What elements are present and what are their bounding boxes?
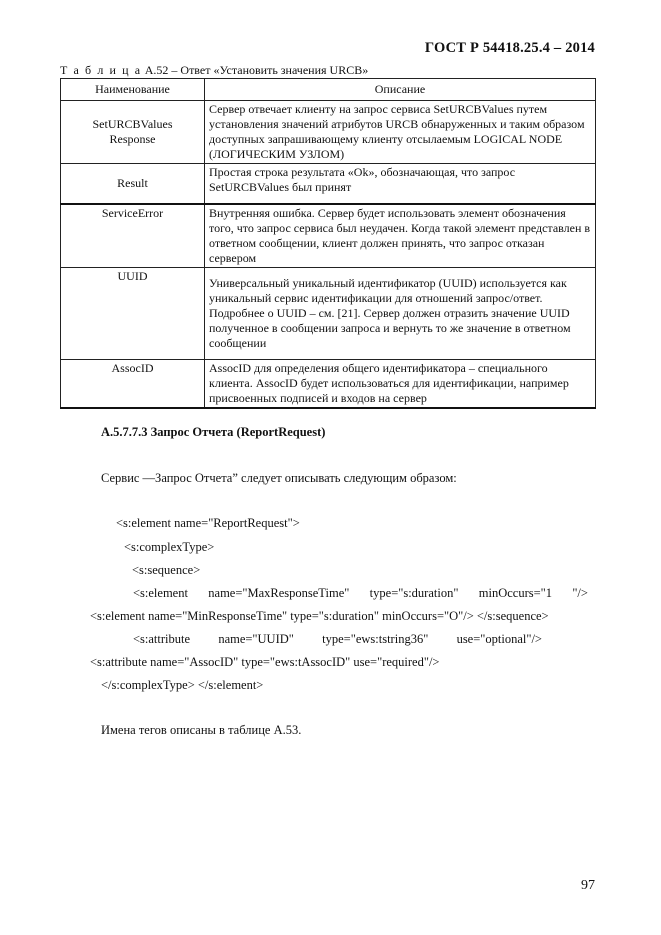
row-name: Result <box>61 164 205 204</box>
code-line-4 <box>133 586 588 601</box>
code-token: use="optional"/> <box>456 632 542 646</box>
table-caption <box>60 63 368 78</box>
table-header-row <box>61 79 596 101</box>
outro-paragraph: Имена тегов описаны в таблице А.53. <box>101 723 302 737</box>
row-name: UUID <box>61 267 205 359</box>
table-row <box>61 164 596 204</box>
column-header-name: Наименование <box>61 79 205 101</box>
row-name: ServiceError <box>61 204 205 268</box>
code-token: type="ews:tstring36" <box>322 632 429 646</box>
code-token: name="UUID" <box>218 632 294 646</box>
column-header-description: Описание <box>205 79 596 101</box>
row-description: Внутренняя ошибка. Сервер будет использовать элемент обозначения того, что запрос сервиса был неудачен. Когда такой элемент представлен в ответном сообщении, клиент должен принять, что запрос отказан сервером <box>205 204 596 268</box>
code-line-3: <s:sequence> <box>132 563 201 577</box>
row-description: AssocID для определения общего идентификатора – специального клиента. AssocID будет использоваться для идентификации, например присвоенных подписей и входов на сервер <box>205 359 596 408</box>
row-name: AssocID <box>61 359 205 408</box>
code-token: type="s:duration" <box>369 586 459 600</box>
table-caption-prefix: Т а б л и ц а <box>60 63 142 77</box>
code-token: "/> <box>572 586 588 600</box>
response-table <box>60 78 596 409</box>
section-heading: А.5.7.7.3 Запрос Отчета (ReportRequest) <box>101 425 326 439</box>
code-line-2: <s:complexType> <box>124 540 215 554</box>
code-token: <s:attribute <box>133 632 191 646</box>
table-row <box>61 101 596 164</box>
row-name <box>61 101 205 164</box>
row-description: Универсальный уникальный идентификатор (UUID) используется как уникальный сервис идентификации для отношений запрос/ответ. Подробнее о UUID – см. [21]. Сервер должен отразить значение UUID полученное в сообщении запроса и вернуть то же значение в ответном сообщении <box>205 267 596 359</box>
table-caption-text: А.52 – Ответ «Установить значения URCB» <box>141 63 369 77</box>
code-token: <s:element <box>133 586 188 600</box>
code-line-6 <box>133 632 542 647</box>
code-line-7: <s:attribute name="AssocID" type="ews:tAssocID" use="required"/> <box>90 655 440 669</box>
code-token: name="MaxResponseTime" <box>208 586 350 600</box>
row-description: Сервер отвечает клиенту на запрос сервиса SetURCBValues путем установления значений атрибутов URCB обнаруженных и таким образом доступных запрашивающему клиенту отсылаемым LOGICAL NODE (ЛОГИЧЕСКИМ УЗЛОМ) <box>205 101 596 164</box>
code-token: minOccurs="1 <box>478 586 553 600</box>
page-number: 97 <box>581 878 595 893</box>
row-description: Простая строка результата «Ok», обозначающая, что запрос SetURCBValues был принят <box>205 164 596 204</box>
code-line-1: <s:element name="ReportRequest"> <box>116 516 300 530</box>
code-line-8: </s:complexType> </s:element> <box>101 678 264 692</box>
table-row <box>61 204 596 268</box>
table-row <box>61 359 596 408</box>
document-header: ГОСТ Р 54418.25.4 – 2014 <box>424 40 595 56</box>
code-line-5: <s:element name="MinResponseTime" type="s:duration" minOccurs="O"/> </s:sequence> <box>90 609 549 623</box>
row-name-text: SetURCBValues Response <box>92 117 173 146</box>
intro-paragraph: Сервис ―Запрос Отчета” следует описывать следующим образом: <box>101 471 457 485</box>
table-row <box>61 267 596 359</box>
